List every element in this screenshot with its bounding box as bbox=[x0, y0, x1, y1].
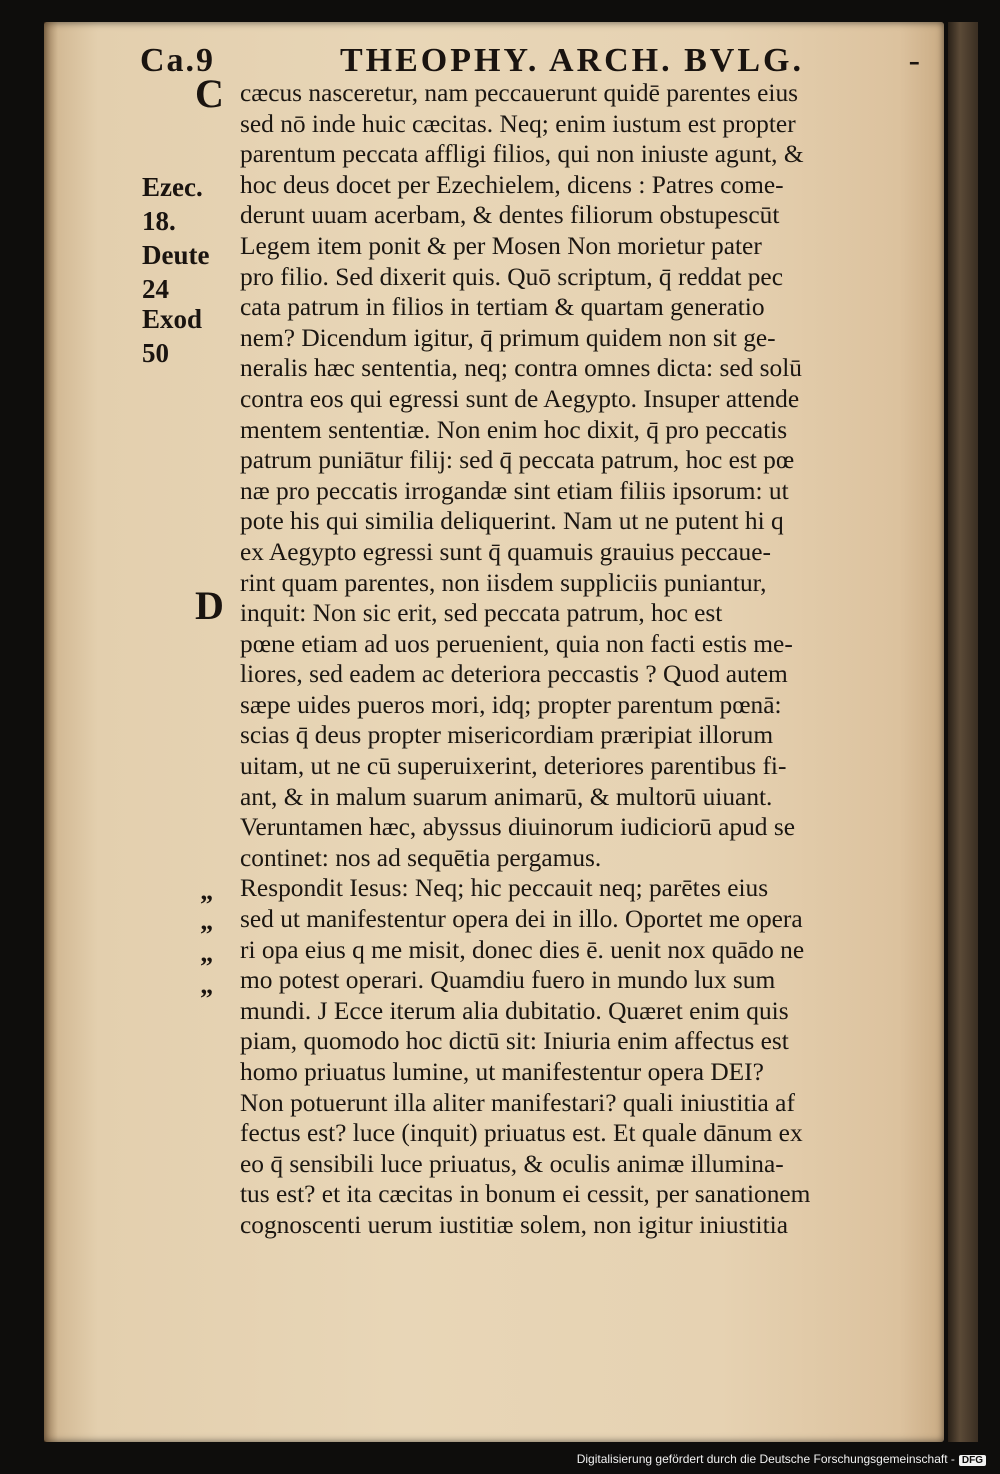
text-line: pœne etiam ad uos peruenient, quia non facti estis me- bbox=[240, 629, 793, 658]
text-line: rint quam parentes, non iisdem suppliciis puniantur, bbox=[240, 568, 767, 597]
text-line: cæcus nasceretur, nam peccauerunt quidē parentes eius bbox=[240, 79, 799, 107]
text-line: liores, sed eadem ac deteriora peccastis ? Quod autem bbox=[240, 660, 788, 689]
text-line: næ pro peccatis irrogandæ sint etiam filiis ipsorum: ut bbox=[240, 476, 789, 505]
running-title: THEOPHY. ARCH. BVLG. bbox=[340, 42, 804, 79]
book-edge bbox=[948, 22, 978, 1442]
text-line: ri opa eius q me misit, donec dies ē. uenit nox quādo ne bbox=[240, 935, 805, 964]
text-line: Non potuerunt illa aliter manifestari? quali iniustitia af bbox=[240, 1088, 795, 1117]
text-line: Respondit Iesus: Neq; hic peccauit neq; parētes eius bbox=[240, 874, 769, 903]
folio-label: Ca.9 bbox=[140, 42, 216, 79]
margin-note-deute: Deute bbox=[142, 240, 210, 270]
text-line: contra eos qui egressi sunt de Aegypto. Insuper attende bbox=[240, 384, 800, 413]
text-line: homo priuatus lumine, ut manifestentur opera DEI? bbox=[240, 1058, 764, 1086]
text-line: patrum puniātur filij: sed q̄ peccata patrum, hoc est pœ bbox=[240, 446, 795, 475]
section-letter-c: C bbox=[195, 71, 224, 116]
digitization-footer bbox=[0, 1452, 986, 1472]
footer-credit: Digitalisierung gefördert durch die Deutsche Forschungsgemeinschaft - bbox=[576, 1452, 955, 1466]
text-line: mundi. J Ecce iterum alia dubitatio. Quæret enim quis bbox=[240, 996, 789, 1025]
margin-note-exod: Exod bbox=[142, 304, 203, 334]
text-line: sed nō inde huic cæcitas. Neq; enim iustum est propter bbox=[240, 109, 796, 138]
text-line: Legem item ponit & per Mosen Non morietur pater bbox=[240, 231, 762, 260]
text-line: pote his qui similia deliquerint. Nam ut ne putent hi q bbox=[240, 507, 784, 536]
text-line: cata patrum in filios in tertiam & quartam generatio bbox=[240, 293, 765, 322]
header-dash: - bbox=[908, 42, 922, 79]
quote-mark-1: ” bbox=[200, 890, 211, 919]
text-line: nem? Dicendum igitur, q̄ primum quidem non sit ge- bbox=[240, 323, 776, 352]
page-spine-shadow bbox=[44, 22, 58, 1442]
text-line: cognoscenti uerum iustitiæ solem, non igitur iniustitia bbox=[240, 1210, 788, 1239]
text-line: pro filio. Sed dixerit quis. Quō scriptum, q̄ reddat pec bbox=[240, 262, 783, 291]
margin-note-exod-num: 50 bbox=[142, 338, 169, 368]
text-line: sed ut manifestentur opera dei in illo. Oportet me opera bbox=[240, 905, 803, 934]
text-line: continet: nos ad sequētia pergamus. bbox=[240, 843, 602, 872]
text-line: neralis hæc sententia, neq; contra omnes dicta: sed solū bbox=[240, 354, 802, 383]
margin-note-ezec: Ezec. bbox=[142, 172, 203, 202]
text-line: piam, quomodo hoc dictū sit: Iniuria enim affectus est bbox=[240, 1027, 789, 1056]
quote-mark-4: ” bbox=[200, 984, 211, 1013]
text-line: sæpe uides pueros mori, idq; propter parentum pœnā: bbox=[240, 690, 782, 719]
text-line: ex Aegypto egressi sunt q̄ quamuis grauius peccaue- bbox=[240, 537, 771, 566]
text-line: inquit: Non sic erit, sed peccata patrum, hoc est bbox=[240, 599, 723, 628]
section-letter-d: D bbox=[195, 583, 224, 628]
text-line: hoc deus docet per Ezechielem, dicens : Patres come- bbox=[240, 170, 784, 199]
text-line: parentum peccata affligi filios, qui non iniuste agunt, & bbox=[240, 140, 804, 169]
text-line: mentem sententiæ. Non enim hoc dixit, q̄ pro peccatis bbox=[240, 415, 788, 444]
text-line: uitam, ut ne cū superuixerint, deteriores parentibus fi- bbox=[240, 752, 787, 781]
text-line: tus est? et ita cæcitas in bonum ei cessit, per sanationem bbox=[240, 1180, 811, 1209]
body-text bbox=[240, 78, 930, 1241]
text-line: derunt uuam acerbam, & dentes filiorum obstupescūt bbox=[240, 201, 780, 230]
dfg-logo: DFG bbox=[959, 1455, 986, 1466]
quote-mark-2: ” bbox=[200, 920, 211, 949]
margin-note-ezec-num: 18. bbox=[142, 206, 176, 236]
margin-note-deute-num: 24 bbox=[142, 274, 169, 304]
text-line: eo q̄ sensibili luce priuatus, & oculis animæ illumina- bbox=[240, 1149, 784, 1178]
text-line: fectus est? luce (inquit) priuatus est. Et quale dānum ex bbox=[240, 1119, 803, 1148]
text-line: Veruntamen hæc, abyssus diuinorum iudiciorū apud se bbox=[240, 813, 795, 842]
text-line: ant, & in malum suarum animarū, & multorū uiuant. bbox=[240, 782, 773, 811]
quote-mark-3: ” bbox=[200, 952, 211, 981]
text-line: mo potest operari. Quamdiu fuero in mundo lux sum bbox=[240, 966, 776, 995]
text-line: scias q̄ deus propter misericordiam præripiat illorum bbox=[240, 721, 774, 750]
